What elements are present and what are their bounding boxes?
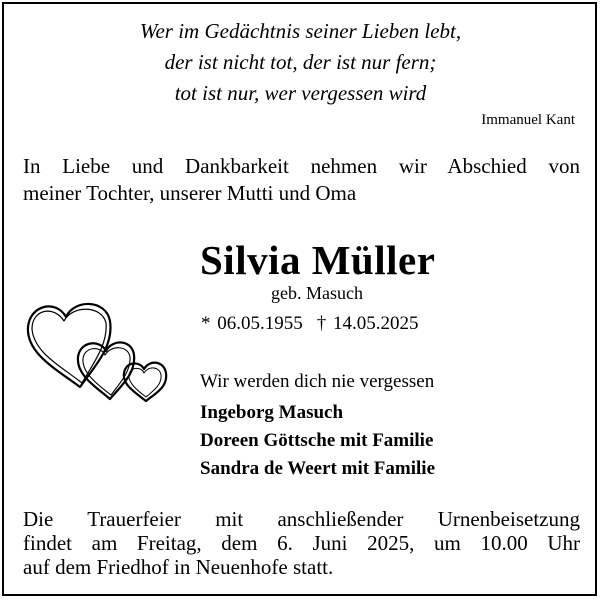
mourner: Doreen Göttsche mit Familie (200, 430, 434, 451)
quote-author: Immanuel Kant (481, 112, 575, 128)
funeral-line-3: auf dem Friedhof in Neuenhofe statt. (23, 555, 334, 579)
life-dates (201, 313, 433, 335)
farewell-text: Wir werden dich nie vergessen (200, 371, 435, 392)
mourners-list (200, 399, 435, 483)
mourner: Sandra de Weert mit Familie (200, 458, 436, 479)
quote-line-1: Wer im Gedächtnis seiner Lieben lebt, (139, 19, 462, 43)
funeral-line-2: findet am Freitag, dem 6. Juni 2025, um 10.00 Uhr (23, 531, 580, 555)
funeral-line-1: Die Trauerfeier mit anschließender Urnenbeisetzung (23, 507, 580, 531)
intro-line-1: In Liebe und Dankbarkeit nehmen wir Abschied von (23, 154, 580, 178)
intro-line-2: meiner Tochter, unserer Mutti und Oma (23, 181, 357, 205)
deceased-name: Silvia Müller (200, 237, 436, 283)
maiden-name: geb. Masuch (271, 283, 363, 303)
quote-line-2: der ist nicht tot, der ist nur fern; (164, 50, 437, 74)
birth-date: * 06.05.1955 (201, 313, 303, 334)
three-hearts-icon (22, 295, 182, 405)
mourner: Ingeborg Masuch (200, 402, 344, 423)
funeral-info (23, 507, 580, 579)
quote-line-3: tot ist nur, wer vergessen wird (174, 81, 427, 105)
death-date: † 14.05.2025 (316, 313, 419, 334)
